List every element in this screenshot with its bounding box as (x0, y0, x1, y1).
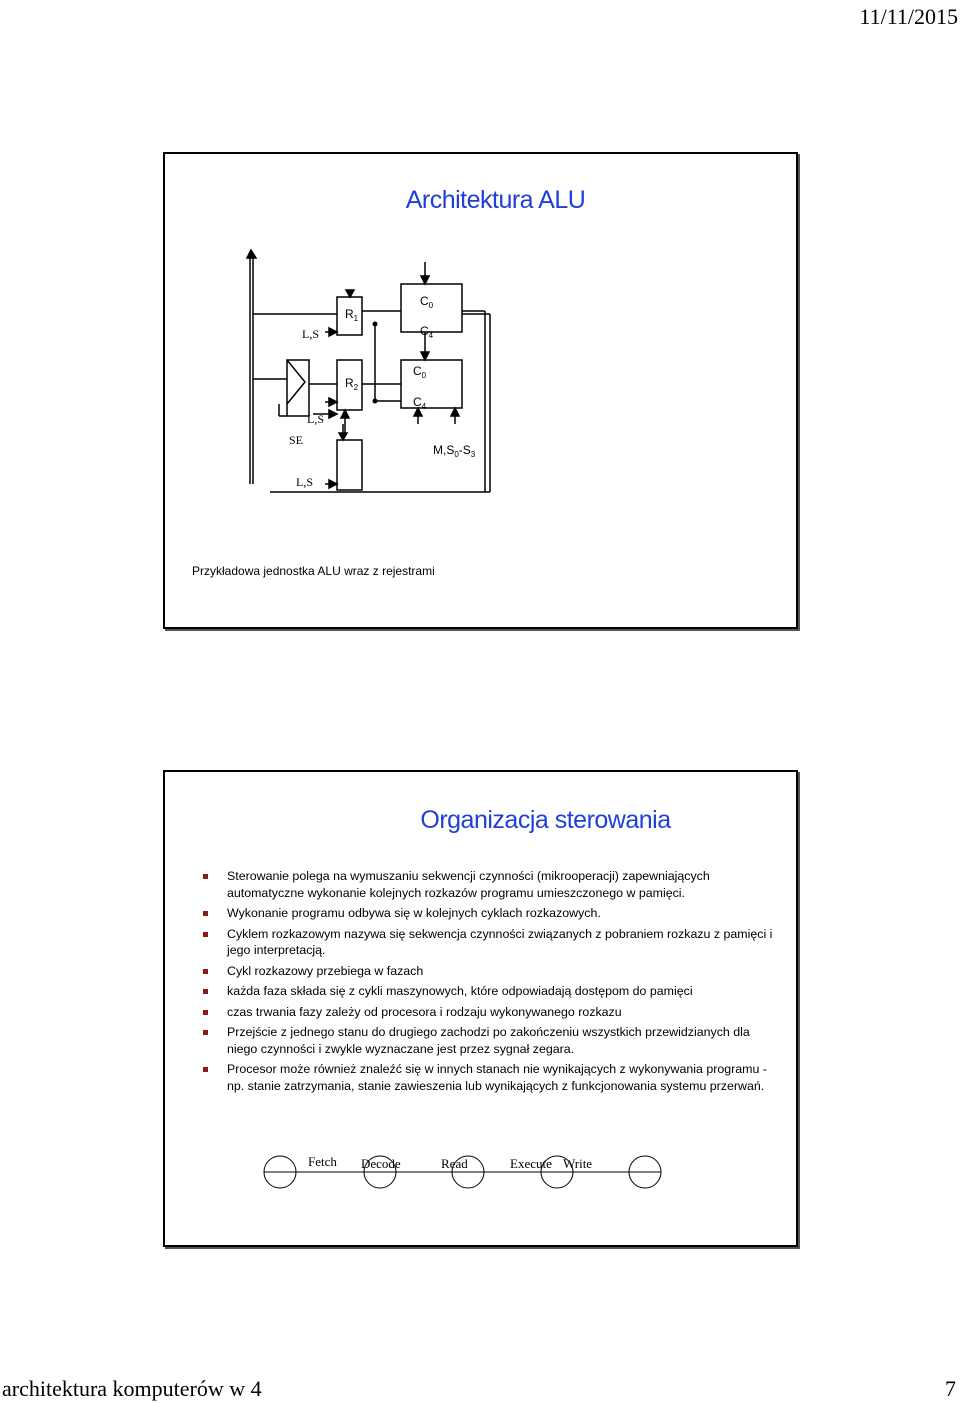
label-ls-1: L,S (302, 327, 320, 341)
label-r1: $R_1$ (345, 307, 359, 323)
label-c4-top: $C_4$ (420, 324, 434, 340)
label-ls-2: L,S (307, 412, 325, 426)
junction-dot (373, 322, 378, 327)
label-r2: $R_2$ (345, 376, 359, 392)
cycle-label-write: Write (563, 1156, 593, 1171)
list-item: Procesor może również znaleźć się w innych stanach nie wynikających z wykonywania programu - np. stanie zatrzymania, stanie zawieszenia lub wynikających z funkcjonowania systemu przerwań. (203, 1061, 773, 1094)
page-date: 11/11/2015 (859, 4, 958, 29)
label-se: SE (289, 433, 304, 447)
list-item: Cykl rozkazowy przebiega w fazach (203, 963, 773, 980)
slide-alu-architecture (163, 152, 798, 629)
list-item: czas trwania fazy zależy od procesora i rodzaju wykonywanego rozkazu (203, 1004, 773, 1021)
instruction-cycle-diagram (165, 772, 796, 1245)
page-number: 7 (945, 1376, 956, 1401)
list-item: każda faza składa się z cykli maszynowych, które odpowiadają dostępom do pamięci (203, 983, 773, 1000)
list-item: Sterowanie polega na wymuszaniu sekwencji czynności (mikrooperacji) zapewniających automatyczne wykonanie kolejnych rozkazów programu umieszczonego w pamięci. (203, 868, 773, 901)
diagram-caption: Przykładowa jednostka ALU wraz z rejestrami (192, 564, 435, 578)
footer-title: architektura komputerów w 4 (2, 1376, 262, 1401)
label-c0-top: $C_0$ (420, 294, 434, 310)
cycle-label-read: Read (441, 1156, 468, 1171)
junction-dot (373, 399, 378, 404)
slide-control-organization (163, 770, 798, 1247)
list-item: Cyklem rozkazowym nazywa się sekwencja czynności związanych z pobraniem rozkazu z pamięci i jego interpretacją. (203, 926, 773, 959)
slide-title: Architektura ALU (405, 186, 586, 214)
list-item: Wykonanie programu odbywa się w kolejnych cyklach rozkazowych. (203, 905, 773, 922)
list-item: Przejście z jednego stanu do drugiego zachodzi po zakończeniu wszystkich przewidzianych dla niego czynności i zwykle wyznaczane jest przez sygnał zegara. (203, 1024, 773, 1057)
cycle-label-fetch: Fetch (308, 1154, 337, 1169)
alu-diagram (165, 154, 796, 554)
label-ms: $M,S_0-S_3$ (433, 443, 476, 459)
slide-title: Organizacja sterowania (420, 806, 671, 834)
cycle-label-execute: Execute (510, 1156, 552, 1171)
label-ls-3: L,S (296, 475, 314, 489)
label-c4-alu: $C_4$ (413, 395, 427, 411)
label-c0-alu: $C_0$ (413, 364, 427, 380)
cycle-label-decode: Decode (361, 1156, 401, 1171)
